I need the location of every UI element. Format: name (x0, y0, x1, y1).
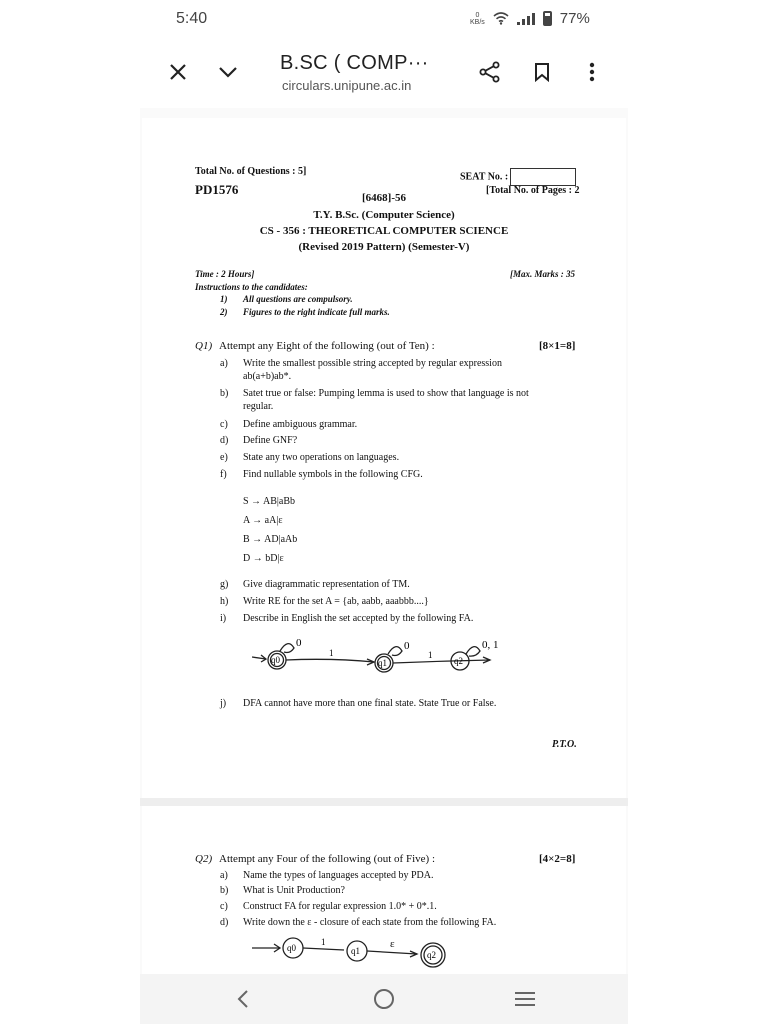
item-label: g) (220, 579, 229, 590)
question-item: Construct FA for regular expression 1.0* + 0*.1. (243, 901, 437, 912)
grammar-rule: B → AD|aAb (243, 534, 298, 545)
paper-code: PD1576 (195, 182, 239, 197)
fa-transition-label: 1 (329, 648, 334, 658)
item-label: b) (220, 388, 229, 399)
home-icon[interactable] (371, 986, 397, 1012)
seat-no-box (510, 168, 576, 186)
signal-icon (517, 13, 535, 25)
data-rate-indicator: 0 KB/s (470, 11, 485, 26)
fa-state-label: q2 (454, 656, 463, 666)
fa-transition-label: 1 (428, 650, 433, 660)
grammar-rule: D → bD|ε (243, 553, 284, 564)
fa-transition-label: 1 (321, 937, 326, 947)
question-item: Write RE for the set A = {ab, aabb, aaabbb....} (243, 596, 429, 607)
question-item: Define ambiguous grammar. (243, 419, 358, 430)
question-number: Q1) (195, 340, 213, 352)
instruction-text: All questions are compulsory. (243, 294, 353, 304)
item-label: d) (220, 435, 229, 446)
grammar-rule: S → AB|aBb (243, 496, 296, 507)
more-options-icon[interactable] (580, 60, 604, 84)
question-marks: [8×1=8] (539, 340, 576, 352)
recent-apps-icon[interactable] (512, 986, 538, 1012)
question-item: DFA cannot have more than one final state. State True or False. (243, 698, 497, 709)
item-label: h) (220, 596, 229, 607)
item-label: a) (220, 358, 228, 369)
fa-state-label: q0 (287, 943, 296, 953)
total-questions: Total No. of Questions : 5] (195, 166, 307, 177)
instruction-num: 1) (220, 294, 228, 304)
question-item: Satet true or false: Pumping lemma is used to show that language is not (243, 388, 529, 399)
battery-level: 77% (559, 10, 590, 27)
question-item-cont: regular. (243, 401, 274, 412)
question-title: Attempt any Four of the following (out of Five) : (219, 853, 435, 865)
question-number: Q2) (195, 853, 213, 865)
item-label: f) (220, 469, 227, 480)
bookmark-icon[interactable] (530, 60, 554, 84)
subject-title: CS - 356 : THEORETICAL COMPUTER SCIENCE (259, 225, 509, 237)
question-item: Write the smallest possible string accepted by regular expression (243, 358, 502, 369)
question-marks: [4×2=8] (539, 853, 576, 865)
question-item: Define GNF? (243, 435, 298, 446)
pto-note: P.T.O. (552, 739, 577, 750)
browser-toolbar (140, 44, 628, 102)
seat-no-label: SEAT No. : (460, 168, 576, 186)
question-item: Find nullable symbols in the following CFG. (243, 469, 423, 480)
question-title: Attempt any Eight of the following (out of Ten) : (219, 340, 435, 352)
exam-time: Time : 2 Hours] (195, 269, 255, 279)
item-label: c) (220, 419, 228, 430)
fa-diagram-q1 (252, 630, 512, 680)
question-item: Name the types of languages accepted by PDA. (243, 870, 434, 881)
battery-icon (543, 11, 552, 26)
item-label: j) (220, 698, 227, 709)
fa-transition-label: 0 (404, 640, 410, 652)
fa-diagram-q2 (252, 932, 462, 970)
total-pages: [Total No. of Pages : 2 (486, 185, 580, 196)
paper-number: [6468]-56 (362, 192, 406, 204)
question-item: What is Unit Production? (243, 885, 345, 896)
chevron-down-icon[interactable] (216, 60, 240, 84)
back-icon[interactable] (230, 986, 256, 1012)
fa-state-label: q1 (351, 946, 360, 956)
question-item: Write down the ε - closure of each state from the following FA. (243, 917, 497, 928)
close-icon[interactable] (166, 60, 190, 84)
navigation-bar (140, 974, 628, 1024)
document-title: B.SC ( COMP··· (280, 52, 429, 74)
instruction-num: 2) (220, 307, 228, 317)
item-label: e) (220, 452, 228, 463)
grammar-rule: A → aA|ε (243, 515, 283, 526)
instruction-text: Figures to the right indicate full marks. (243, 307, 390, 317)
question-item: Describe in English the set accepted by the following FA. (243, 613, 474, 624)
question-item: State any two operations on languages. (243, 452, 400, 463)
item-label: i) (220, 613, 227, 624)
fa-state-label: q1 (378, 658, 387, 668)
status-icons (470, 10, 590, 27)
document-url: circulars.unipune.ac.in (282, 78, 412, 93)
item-label: c) (220, 901, 228, 912)
document-page-2 (142, 806, 626, 974)
question-item-cont: ab(a+b)ab*. (243, 371, 292, 382)
instructions-title: Instructions to the candidates: (195, 282, 308, 292)
fa-transition-label: 0 (296, 637, 302, 649)
item-label: b) (220, 885, 229, 896)
fa-state-label: q0 (271, 655, 280, 665)
status-time: 5:40 (176, 10, 208, 27)
pattern-info: (Revised 2019 Pattern) (Semester-V) (298, 241, 470, 253)
item-label: a) (220, 870, 228, 881)
question-item: Give diagrammatic representation of TM. (243, 579, 410, 590)
page-separator (140, 798, 628, 806)
fa-state-label: q2 (427, 950, 436, 960)
wifi-icon (493, 12, 509, 25)
fa-transition-label: ε (390, 938, 395, 950)
status-bar (0, 0, 768, 40)
fa-transition-label: 0, 1 (482, 639, 499, 651)
max-marks: [Max. Marks : 35 (510, 269, 576, 279)
document-page-1 (142, 118, 626, 800)
course-name: T.Y. B.Sc. (Computer Science) (313, 209, 455, 221)
item-label: d) (220, 917, 229, 928)
share-icon[interactable] (478, 60, 502, 84)
